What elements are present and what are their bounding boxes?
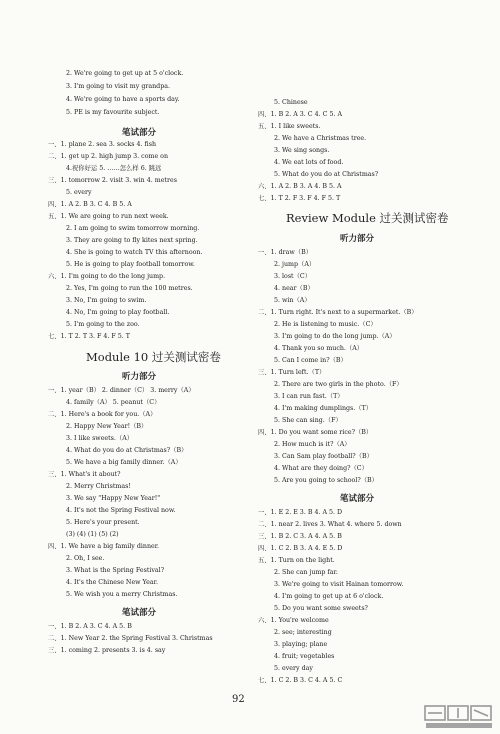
answer-line: 3. No, I'm going to swim.	[66, 297, 147, 304]
answer-line: 4. fruit; vegetables	[274, 653, 335, 660]
answer-line: 六、1. A 2. B 3. A 4. B 5. A	[258, 183, 342, 190]
answer-line: 5. win（A）	[274, 297, 311, 304]
answer-line: 2. I am going to swim tomorrow morning.	[66, 225, 200, 232]
answer-line: 4. family（A） 5. peanut（C）	[66, 399, 161, 406]
answer-line: 5. I'm going to the zoo.	[66, 321, 140, 328]
answer-line: 2. Merry Christmas!	[66, 483, 131, 490]
answer-line: 五、1. Turn on the light.	[258, 557, 335, 564]
answer-line: 4. What do you do at Christmas?（B）	[66, 447, 188, 454]
answer-line: 3. They are going to fly kites next spring.	[66, 237, 198, 244]
answer-line: 3. lost（C）	[274, 273, 311, 280]
answer-line: 三、1. Turn left.（T）	[258, 369, 326, 376]
answer-line: 4. She is going to watch TV this afternoon.	[66, 249, 203, 256]
answer-line: 3. I like sweets.（A）	[66, 435, 134, 442]
answer-line: 3. We're going to visit Hainan tomorrow.	[274, 581, 404, 588]
answer-line: 3. We say "Happy New Year!"	[66, 495, 161, 502]
answer-line: 2. We have a Christmas tree.	[274, 135, 367, 142]
section-heading: 笔试部分	[122, 608, 157, 618]
answer-line: 4.祝你好运 5. ……怎么样 6. 跳远	[66, 165, 162, 172]
section-title: Module 10 过关测试密卷	[86, 350, 221, 364]
answer-line: 二、1. near 2. lives 3. What 4. where 5. down	[258, 521, 402, 528]
answer-line: 二、1. Here's a book for you.（A）	[48, 411, 157, 418]
answer-line: 三、1. coming 2. presents 3. is 4. say	[48, 647, 166, 654]
answer-line: 5. PE is my favourite subject.	[66, 109, 160, 116]
answer-line: 3. We sing songs.	[274, 147, 330, 154]
page-number: 92	[232, 694, 245, 705]
answer-line: 三、1. What's it about?	[48, 471, 121, 478]
answer-line: 三、1. tomorrow 2. visit 3. win 4. metres	[48, 177, 177, 184]
answer-line: 2. She can jump far.	[274, 569, 338, 576]
answer-line: 一、1. year（B） 2. dinner（C） 3. merry（A）	[48, 387, 195, 394]
watermark-logo-icon	[424, 704, 494, 730]
answer-line: 一、1. B 2. A 3. C 4. A 5. B	[48, 623, 132, 630]
answer-line: 5. every day	[274, 665, 313, 672]
answer-line: 5. We wish you a merry Christmas.	[66, 591, 178, 598]
section-heading: 听力部分	[340, 234, 375, 244]
answer-line: 5. She can sing.（F）	[274, 417, 342, 424]
answer-line: 2. How much is it?（A）	[274, 441, 351, 448]
answer-line: 5. He is going to play football tomorrow.	[66, 261, 195, 268]
answer-line: 4. I'm going to get up at 6 o'clock.	[274, 593, 384, 600]
answer-line: 2. see; interesting	[274, 629, 332, 636]
answer-line: 3. I'm going to do the long jump.（A）	[274, 333, 396, 340]
answer-line: 四、1. Do you want some rice?（B）	[258, 429, 373, 436]
answer-line: 五、1. We are going to run next week.	[48, 213, 169, 220]
answer-line: 六、1. You're welcome	[258, 617, 329, 624]
answer-line: 七、1. T 2. F 3. F 4. F 5. T	[258, 195, 341, 202]
answer-line: 4. It's not the Spring Festival now.	[66, 507, 176, 514]
answer-line: 5. We have a big family dinner.（A）	[66, 459, 182, 466]
section-title: Review Module 过关测试密卷	[286, 211, 449, 225]
section-heading: 笔试部分	[340, 494, 375, 504]
answer-line: 七、1. C 2. B 3. C 4. A 5. C	[258, 677, 343, 684]
answer-line: 2. He is listening to music.（C）	[274, 321, 377, 328]
section-heading: 笔试部分	[122, 128, 157, 138]
answer-line: 5. Do you want some sweets?	[274, 605, 368, 612]
answer-line: 四、1. B 2. A 3. C 4. C 5. A	[258, 111, 343, 118]
answer-line: 二、1. get up 2. high jump 3. come on	[48, 153, 169, 160]
answer-line: 五、1. I like sweets.	[258, 123, 321, 130]
answer-line: 4. I'm making dumplings.（T）	[274, 405, 373, 412]
answer-line: 4. near（B）	[274, 285, 314, 292]
answer-line: 四、1. A 2. B 3. C 4. B 5. A	[48, 201, 132, 208]
answer-line: 5. Chinese	[274, 99, 308, 106]
answer-line: 4. We're going to have a sports day.	[66, 96, 180, 103]
answer-line: 5. every	[66, 189, 92, 196]
answer-line: (3) (4) (1) (5) (2)	[66, 531, 119, 538]
answer-line: 3. What is the Spring Festival?	[66, 567, 165, 574]
answer-line: 2. We're going to get up at 5 o'clock.	[66, 70, 184, 77]
answer-line: 一、1. E 2. E 3. B 4. A 5. D	[258, 509, 343, 516]
section-heading: 听力部分	[122, 372, 157, 382]
answer-line: 四、1. C 2. B 3. A 4. E 5. D	[258, 545, 343, 552]
answer-line: 4. We eat lots of food.	[274, 159, 344, 166]
answer-line: 4. What are they doing?（C）	[274, 465, 368, 472]
answer-line: 2. There are two girls in the photo.（F）	[274, 381, 403, 388]
answer-line: 2. jump（A）	[274, 261, 316, 268]
answer-line: 2. Happy New Year!（B）	[66, 423, 148, 430]
answer-line: 一、1. draw（B）	[258, 249, 313, 256]
answer-line: 3. I can run fast.（T）	[274, 393, 344, 400]
answer-line: 三、1. B 2. C 3. A 4. A 5. B	[258, 533, 342, 540]
answer-line: 3. playing; plane	[274, 641, 328, 648]
answer-line: 四、1. We have a big family dinner.	[48, 543, 160, 550]
answer-line: 5. Can I come in?（B）	[274, 357, 347, 364]
answer-line: 3. Can Sam play football?（B）	[274, 453, 373, 460]
answer-line: 2. Yes, I'm going to run the 100 metres.	[66, 285, 193, 292]
answer-line: 5. Are you going to school?（B）	[274, 477, 378, 484]
answer-line: 5. What do you do at Christmas?	[274, 171, 379, 178]
answer-line: 2. Oh, I see.	[66, 555, 105, 562]
answer-line: 4. Thank you so much.（A）	[274, 345, 364, 352]
answer-line: 二、1. Turn right. It's next to a supermarket.（B）	[258, 309, 418, 316]
answer-line: 4. No, I'm going to play football.	[66, 309, 170, 316]
answer-line: 3. I'm going to visit my grandpa.	[66, 83, 170, 90]
answer-line: 二、1. New Year 2. the Spring Festival 3. Christmas	[48, 635, 213, 642]
answer-line: 七、1. T 2. T 3. F 4. F 5. T	[48, 333, 130, 340]
answer-line: 六、1. I'm going to do the long jump.	[48, 273, 166, 280]
answer-line: 4. It's the Chinese New Year.	[66, 579, 158, 586]
answer-line: 5. Here's your present.	[66, 519, 140, 526]
answer-line: 一、1. plane 2. sea 3. socks 4. fish	[48, 141, 157, 148]
